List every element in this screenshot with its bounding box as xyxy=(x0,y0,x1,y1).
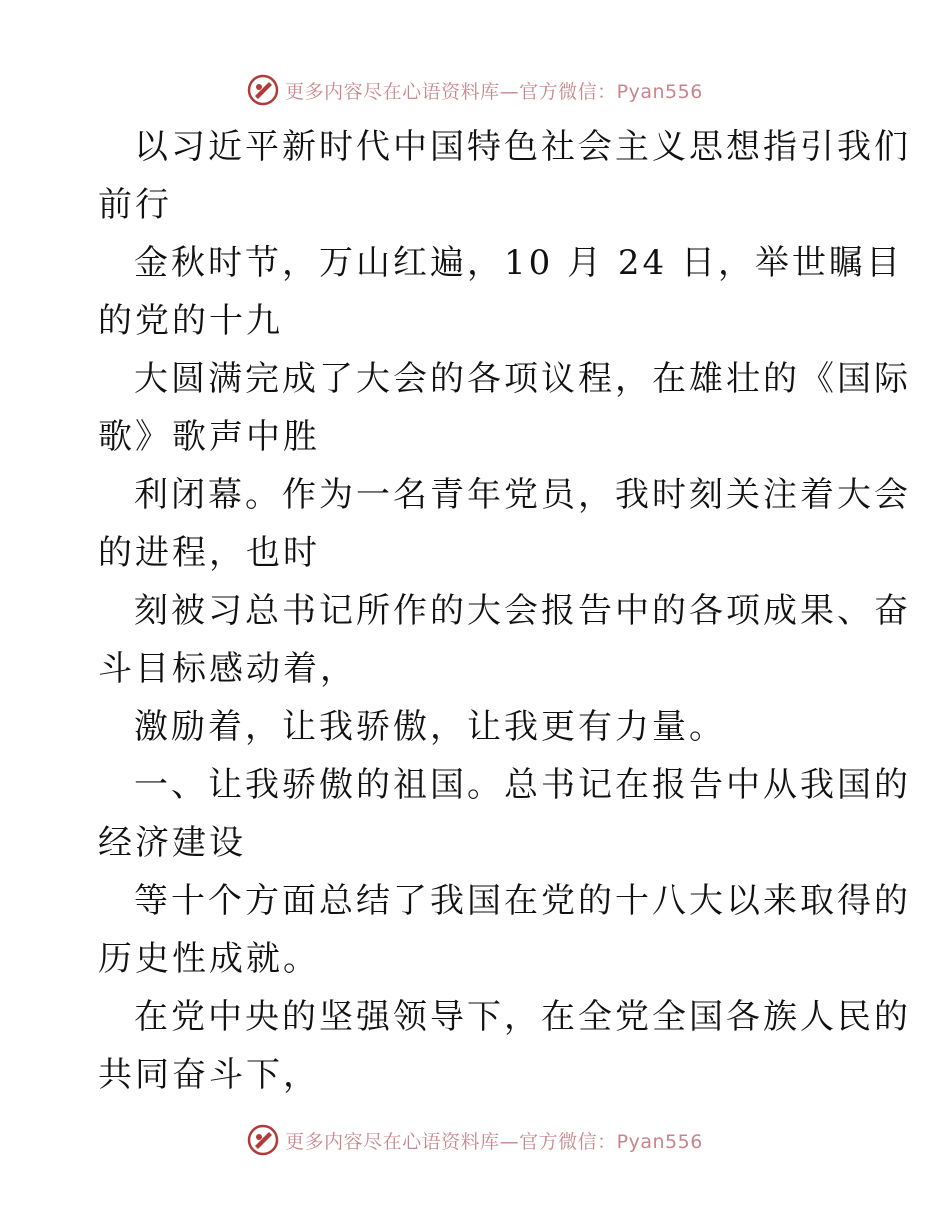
text-line: 一、让我骄傲的祖国。总书记在报告中从我国的 xyxy=(134,765,911,805)
text-line: 刻被习总书记所作的大会报告中的各项成果、奋 xyxy=(134,591,911,631)
document-body xyxy=(98,118,911,1104)
text-line: 以习近平新时代中国特色社会主义思想指引我们 xyxy=(134,127,911,167)
footer-banner xyxy=(0,1120,950,1160)
text-line: 前行 xyxy=(98,185,172,225)
text-line: 经济建设 xyxy=(98,823,246,863)
footer-banner-text: 更多内容尽在心语资料库—官方微信：Pyan556 xyxy=(285,1130,703,1153)
seal-logo-icon xyxy=(247,74,279,106)
text-line: 激励着，让我骄傲，让我更有力量。 xyxy=(134,707,726,747)
text-line: 的进程，也时 xyxy=(98,533,320,573)
text-line: 共同奋斗下， xyxy=(98,1055,320,1095)
text-line: 等十个方面总结了我国在党的十八大以来取得的 xyxy=(134,881,911,921)
text-line: 的党的十九 xyxy=(98,301,283,341)
text-line: 在党中央的坚强领导下，在全党全国各族人民的 xyxy=(134,997,911,1037)
header-banner xyxy=(0,70,950,110)
text-line: 利闭幕。作为一名青年党员，我时刻关注着大会 xyxy=(134,475,911,515)
header-banner-text: 更多内容尽在心语资料库—官方微信：Pyan556 xyxy=(285,80,703,103)
text-line: 斗目标感动着， xyxy=(98,649,357,689)
text-line: 歌》歌声中胜 xyxy=(98,417,320,457)
text-line: 金秋时节，万山红遍，10 月 24 日，举世瞩目 xyxy=(134,243,903,283)
seal-logo-icon xyxy=(247,1124,279,1156)
text-line: 历史性成就。 xyxy=(98,939,320,979)
text-line: 大圆满完成了大会的各项议程，在雄壮的《国际 xyxy=(134,359,911,399)
